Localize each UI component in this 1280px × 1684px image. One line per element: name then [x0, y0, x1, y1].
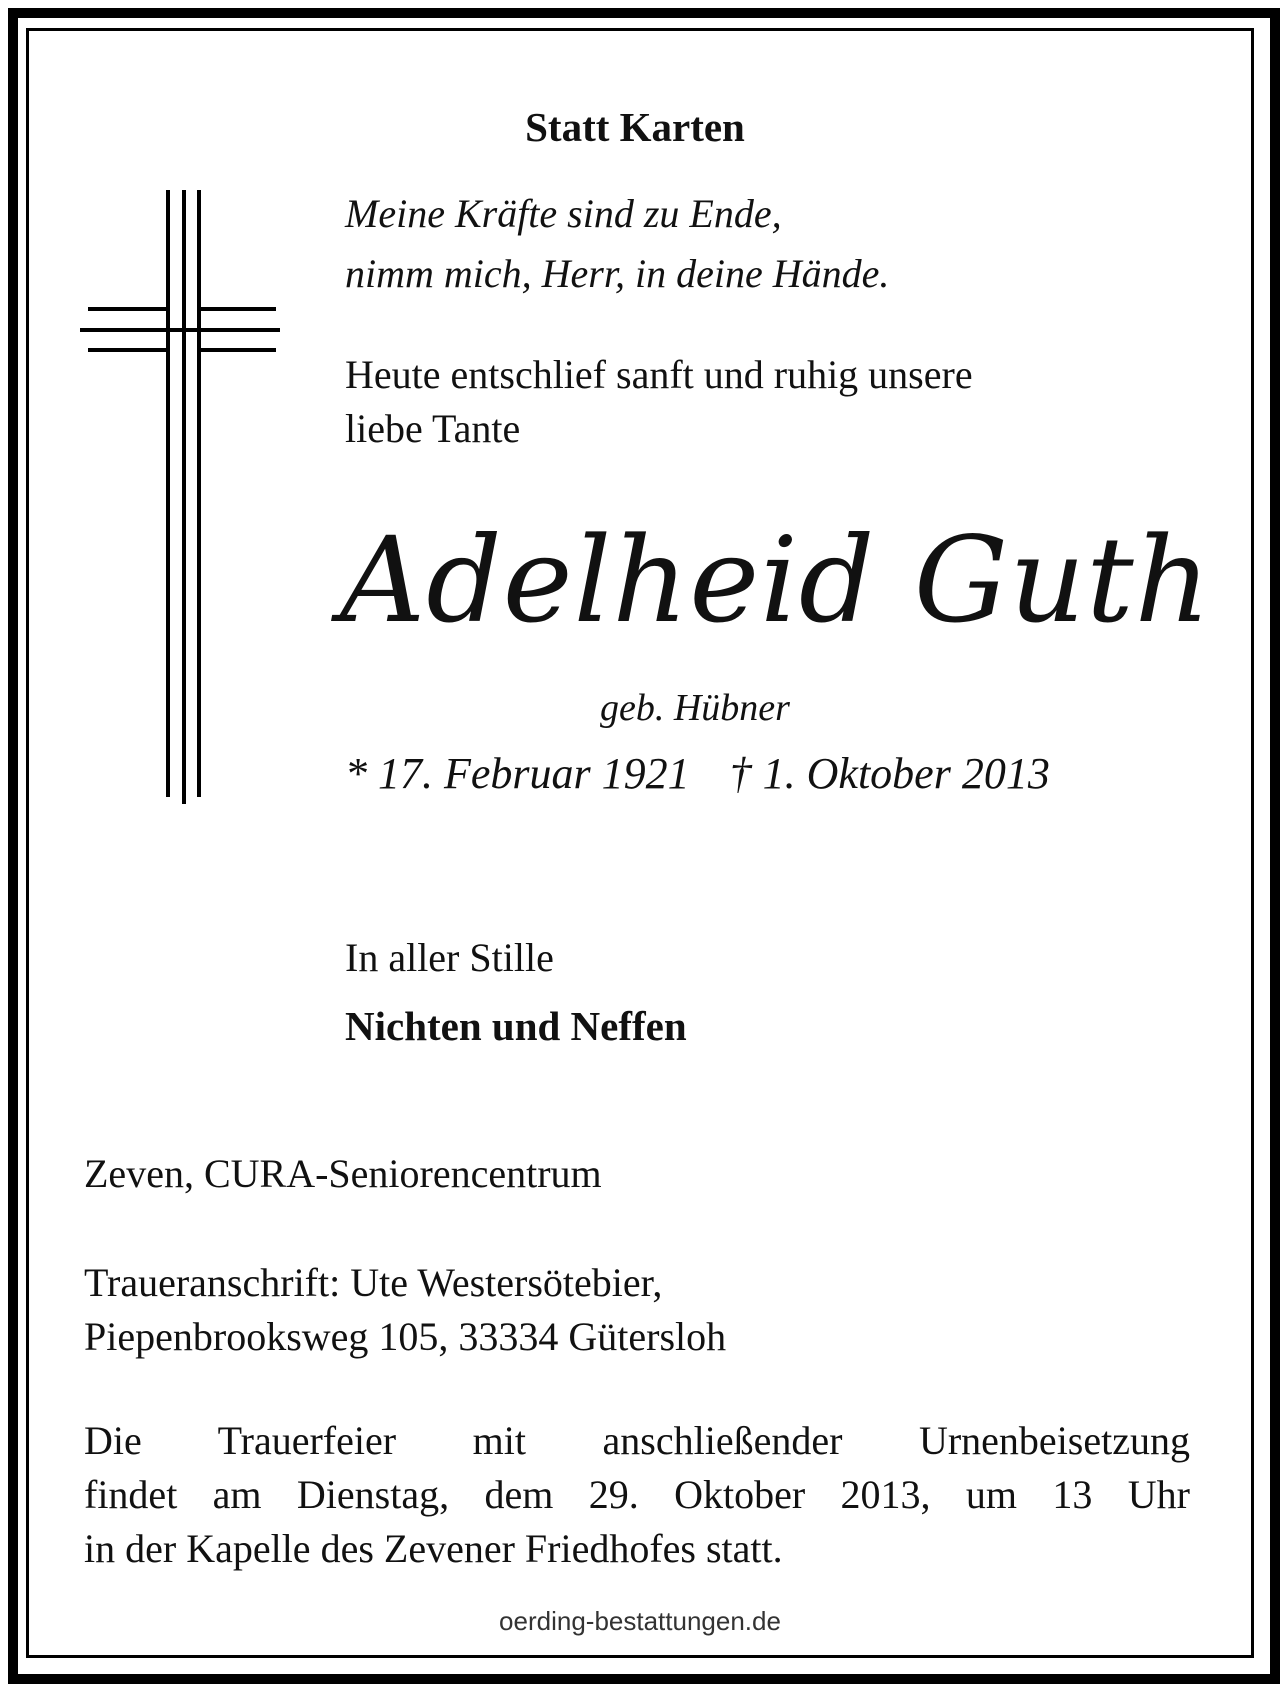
announcement [345, 348, 973, 456]
verse-line-2: nimm mich, Herr, in deine Hände. [345, 251, 890, 296]
maiden-name: geb. Hübner [600, 687, 790, 729]
verse [345, 184, 889, 304]
address-line-2: Piepenbrooksweg 105, 33334 Gütersloh [84, 1314, 727, 1359]
ceremony-line-1: Die Trauerfeier mit anschließender Urnenbeisetzung [84, 1418, 1190, 1463]
ceremony-info [84, 1414, 1190, 1576]
cross-icon [80, 190, 280, 805]
heading: Statt Karten [525, 104, 745, 150]
ceremony-line-2: findet am Dienstag, dem 29. Oktober 2013, um 13 Uhr [84, 1472, 1190, 1517]
deceased-name: Adelheid Guth [340, 511, 1212, 649]
life-dates [345, 748, 1050, 799]
announcement-line-1: Heute entschlief sanft und ruhig unsere [345, 352, 973, 397]
mourning-address [84, 1256, 726, 1364]
verse-line-1: Meine Kräfte sind zu Ende, [345, 191, 782, 236]
birth-date: * 17. Februar 1921 [345, 749, 690, 798]
place: Zeven, CURA-Seniorencentrum [84, 1151, 602, 1196]
death-date: † 1. Oktober 2013 [729, 749, 1050, 798]
footer-website: oerding-bestattungen.de [499, 1606, 781, 1636]
address-line-1: Traueranschrift: Ute Westersötebier, [84, 1260, 663, 1305]
closing-text: In aller Stille [345, 935, 554, 980]
ceremony-line-3: in der Kapelle des Zevener Friedhofes statt. [84, 1526, 783, 1571]
mourners: Nichten und Neffen [345, 1003, 687, 1049]
announcement-line-2: liebe Tante [345, 406, 521, 451]
